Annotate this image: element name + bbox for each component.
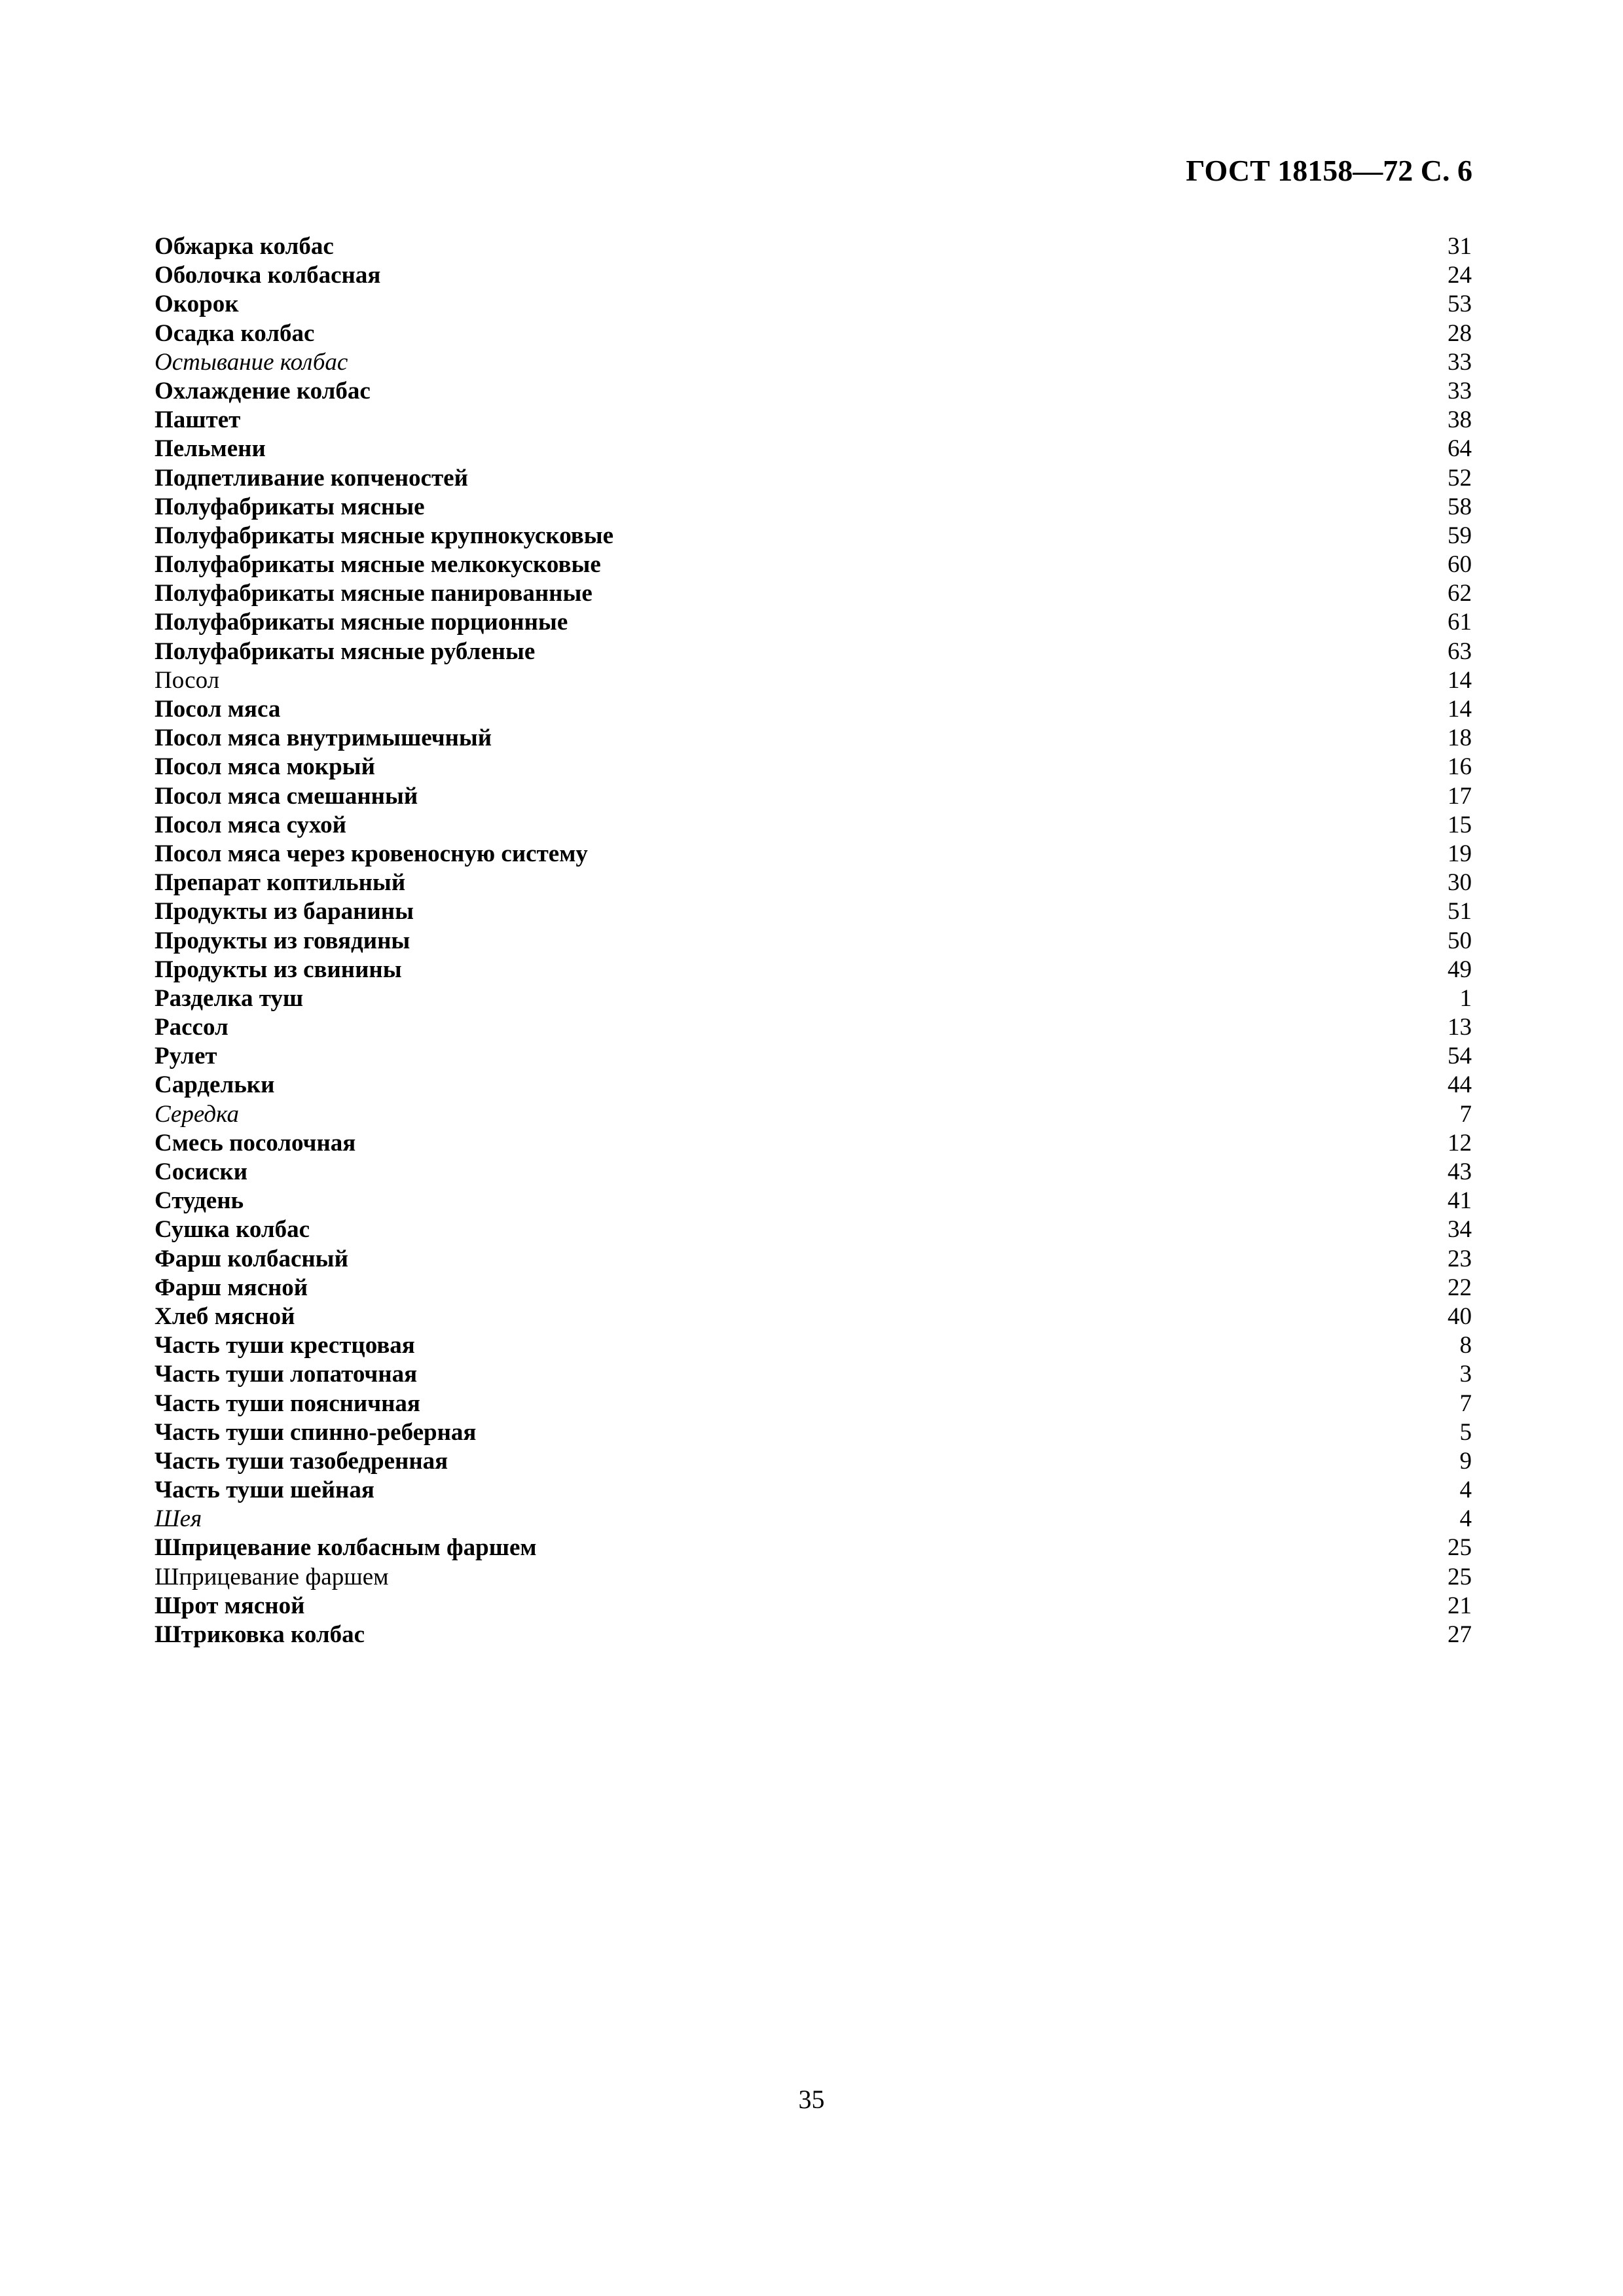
index-entry: [155, 782, 1472, 811]
index-entry: [155, 1418, 1472, 1447]
index-page-ref: 60: [1448, 551, 1472, 579]
index-entry: [155, 1042, 1472, 1071]
index-term: Шприцевание фаршем: [155, 1563, 389, 1590]
index-page-ref: 23: [1448, 1245, 1472, 1272]
index-page-ref: 28: [1448, 319, 1472, 347]
index-term: Посол мяса: [155, 696, 281, 723]
index-term: Окорок: [155, 291, 239, 318]
index-term: Охлаждение колбас: [155, 377, 371, 404]
index-entry: [155, 406, 1472, 435]
index-entry: [155, 1274, 1472, 1302]
index-page-ref: 61: [1448, 609, 1472, 636]
index-page-ref: 22: [1448, 1274, 1472, 1301]
index-entry: [155, 840, 1472, 869]
index-term: Обжарка колбас: [155, 233, 334, 260]
index-page-ref: 7: [1459, 1100, 1472, 1128]
index-page-ref: 63: [1448, 637, 1472, 665]
index-page-ref: 50: [1448, 927, 1472, 954]
page-header: ГОСТ 18158—72 С. 6: [1186, 154, 1472, 187]
index-term: Часть туши тазобедренная: [155, 1447, 448, 1475]
index-page-ref: 40: [1448, 1302, 1472, 1330]
index-entry: [155, 1360, 1472, 1389]
index-entry: [155, 261, 1472, 290]
index-page-ref: 58: [1448, 493, 1472, 520]
index-entry: [155, 377, 1472, 406]
index-term: Рулет: [155, 1043, 217, 1070]
index-term: Шея: [155, 1505, 202, 1533]
index-term: Рассол: [155, 1014, 228, 1041]
index-entry: [155, 956, 1472, 984]
index-entry: [155, 1476, 1472, 1505]
index-term: Препарат коптильный: [155, 869, 406, 897]
index-term: Часть туши шейная: [155, 1477, 374, 1504]
index-term: Середка: [155, 1100, 239, 1128]
index-entry: [155, 1621, 1472, 1649]
index-page-ref: 9: [1459, 1447, 1472, 1475]
index-term: Фарш мясной: [155, 1274, 308, 1301]
index-page-ref: 1: [1459, 984, 1472, 1012]
index-entry: [155, 724, 1472, 753]
index-page-ref: 13: [1448, 1014, 1472, 1041]
index-page-ref: 62: [1448, 580, 1472, 607]
page-number: 35: [798, 2085, 825, 2114]
index-entry: [155, 1013, 1472, 1042]
index-page-ref: 30: [1448, 869, 1472, 897]
index-entry: [155, 1215, 1472, 1244]
index-entry: [155, 290, 1472, 319]
index-page-ref: 12: [1448, 1129, 1472, 1157]
alphabetical-index: [155, 232, 1472, 1649]
index-term: Шрот мясной: [155, 1592, 305, 1619]
index-term: Подпетливание копченостей: [155, 464, 468, 492]
index-term: Сосиски: [155, 1158, 248, 1185]
index-entry: [155, 579, 1472, 608]
index-term: Паштет: [155, 406, 241, 434]
index-page-ref: 18: [1448, 725, 1472, 752]
index-term: Продукты из говядины: [155, 927, 410, 954]
index-term: Посол мяса внутримышечный: [155, 725, 492, 752]
index-entry: [155, 464, 1472, 493]
index-term: Шприцевание колбасным фаршем: [155, 1534, 537, 1562]
index-term: Полуфабрикаты мясные панированные: [155, 580, 593, 607]
index-page-ref: 27: [1448, 1621, 1472, 1648]
index-page-ref: 43: [1448, 1158, 1472, 1185]
index-page-ref: 3: [1459, 1361, 1472, 1388]
index-entry: [155, 550, 1472, 579]
index-page-ref: 64: [1448, 435, 1472, 463]
index-entry: [155, 666, 1472, 695]
index-page-ref: 25: [1448, 1563, 1472, 1590]
index-entry: [155, 637, 1472, 666]
index-entry: [155, 493, 1472, 522]
index-page-ref: 54: [1448, 1043, 1472, 1070]
index-page-ref: 34: [1448, 1216, 1472, 1244]
index-term: Часть туши лопаточная: [155, 1361, 418, 1388]
index-entry: [155, 1158, 1472, 1187]
index-entry: [155, 522, 1472, 550]
index-entry: [155, 1563, 1472, 1592]
index-term: Хлеб мясной: [155, 1302, 295, 1330]
index-entry: [155, 232, 1472, 261]
index-term: Оболочка колбасная: [155, 262, 381, 289]
index-page-ref: 5: [1459, 1418, 1472, 1446]
index-term: Студень: [155, 1187, 244, 1215]
index-page-ref: 8: [1459, 1332, 1472, 1359]
index-term: Полуфабрикаты мясные мелкокусковые: [155, 551, 601, 579]
index-page-ref: 41: [1448, 1187, 1472, 1215]
index-term: Посол мяса сухой: [155, 811, 346, 838]
index-entry: [155, 695, 1472, 724]
index-entry: [155, 1505, 1472, 1534]
index-term: Посол: [155, 666, 220, 694]
index-page-ref: 44: [1448, 1071, 1472, 1099]
index-page-ref: 38: [1448, 406, 1472, 434]
index-term: Смесь посолочная: [155, 1129, 356, 1157]
index-term: Полуфабрикаты мясные: [155, 493, 425, 520]
index-entry: [155, 869, 1472, 897]
index-term: Разделка туш: [155, 984, 304, 1012]
index-page-ref: 31: [1448, 233, 1472, 260]
index-entry: [155, 1129, 1472, 1158]
index-term: Продукты из свинины: [155, 956, 402, 983]
index-term: Пельмени: [155, 435, 266, 463]
index-entry: [155, 319, 1472, 348]
index-entry: [155, 1302, 1472, 1331]
index-entry: [155, 1100, 1472, 1129]
index-page-ref: 14: [1448, 696, 1472, 723]
index-entry: [155, 753, 1472, 781]
index-entry: [155, 1534, 1472, 1562]
index-term: Часть туши спинно-реберная: [155, 1418, 477, 1446]
index-page-ref: 51: [1448, 898, 1472, 925]
index-entry: [155, 1390, 1472, 1418]
index-entry: [155, 1447, 1472, 1476]
index-page-ref: 4: [1459, 1477, 1472, 1504]
index-term: Полуфабрикаты мясные порционные: [155, 609, 568, 636]
index-page-ref: 14: [1448, 666, 1472, 694]
index-entry: [155, 1331, 1472, 1360]
index-page-ref: 53: [1448, 291, 1472, 318]
index-term: Часть туши крестцовая: [155, 1332, 415, 1359]
index-term: Осадка колбас: [155, 319, 315, 347]
index-term: Полуфабрикаты мясные крупнокусковые: [155, 522, 614, 549]
index-page-ref: 15: [1448, 811, 1472, 838]
index-term: Часть туши поясничная: [155, 1390, 420, 1417]
index-page-ref: 24: [1448, 262, 1472, 289]
index-term: Фарш колбасный: [155, 1245, 348, 1272]
index-page-ref: 4: [1459, 1505, 1472, 1533]
index-term: Полуфабрикаты мясные рубленые: [155, 637, 536, 665]
index-entry: [155, 811, 1472, 840]
index-page-ref: 19: [1448, 840, 1472, 867]
index-page-ref: 59: [1448, 522, 1472, 549]
index-term: Посол мяса мокрый: [155, 753, 375, 781]
index-term: Штриковка колбас: [155, 1621, 365, 1648]
index-term: Посол мяса смешанный: [155, 782, 418, 810]
index-entry: [155, 1592, 1472, 1621]
index-entry: [155, 1187, 1472, 1215]
index-page-ref: 52: [1448, 464, 1472, 492]
index-page-ref: 21: [1448, 1592, 1472, 1619]
index-entry: [155, 348, 1472, 377]
index-entry: [155, 1071, 1472, 1100]
index-entry: [155, 1245, 1472, 1274]
index-page-ref: 25: [1448, 1534, 1472, 1562]
index-entry: [155, 927, 1472, 956]
index-page-ref: 7: [1459, 1390, 1472, 1417]
index-term: Сардельки: [155, 1071, 275, 1099]
index-term: Продукты из баранины: [155, 898, 414, 925]
index-entry: [155, 984, 1472, 1013]
index-term: Остывание колбас: [155, 348, 348, 376]
index-term: Сушка колбас: [155, 1216, 310, 1244]
index-entry: [155, 897, 1472, 926]
index-page-ref: 17: [1448, 782, 1472, 810]
index-page-ref: 49: [1448, 956, 1472, 983]
index-entry: [155, 608, 1472, 637]
index-term: Посол мяса через кровеносную систему: [155, 840, 588, 867]
index-entry: [155, 435, 1472, 463]
index-page-ref: 33: [1448, 377, 1472, 404]
index-page-ref: 33: [1448, 348, 1472, 376]
index-page-ref: 16: [1448, 753, 1472, 781]
